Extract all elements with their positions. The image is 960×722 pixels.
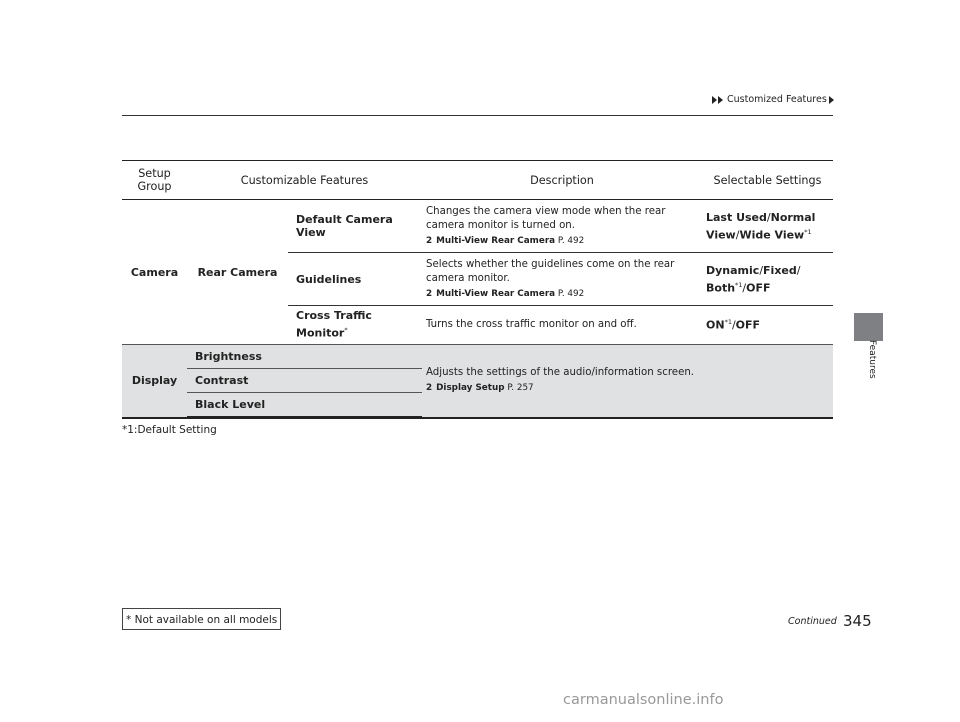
table-header-row bbox=[122, 161, 833, 200]
feature-black-level: Black Level bbox=[187, 393, 422, 417]
footnote: *1:Default Setting bbox=[122, 424, 217, 436]
availability-note: * Not available on all models bbox=[122, 608, 281, 630]
side-tab-marker bbox=[854, 313, 883, 341]
header-customizable-features: Customizable Features bbox=[187, 161, 422, 200]
cross-reference[interactable]: 2 Multi-View Rear Camera P. 492 bbox=[426, 235, 585, 246]
triangle-right-icon bbox=[718, 96, 723, 104]
feature-brightness: Brightness bbox=[187, 345, 422, 369]
feature-default-camera-view: Default Camera View bbox=[296, 213, 393, 239]
breadcrumb-label: Customized Features bbox=[727, 94, 827, 105]
settings-cell: Dynamic/Fixed/ Both$^{*1}$/OFF bbox=[702, 253, 833, 306]
table-bottom-rule bbox=[122, 417, 833, 419]
description-cell: Turns the cross traffic monitor on and off. bbox=[422, 306, 702, 345]
continued-label: Continued bbox=[788, 616, 837, 627]
header-description: Description bbox=[422, 161, 702, 200]
table-row bbox=[122, 200, 833, 253]
group-display: Display bbox=[122, 345, 187, 417]
settings-cell bbox=[702, 345, 833, 417]
reference-arrow-icon: 2 bbox=[426, 383, 433, 394]
watermark: carmanualsonline.info bbox=[563, 692, 724, 708]
settings-cell: ON$^{*1}$/OFF bbox=[702, 306, 833, 345]
group-camera: Camera bbox=[130, 265, 179, 279]
side-tab-label: Features bbox=[867, 340, 877, 379]
subgroup-rear-camera: Rear Camera bbox=[197, 265, 278, 279]
breadcrumb bbox=[712, 94, 832, 105]
table-row bbox=[122, 345, 833, 369]
description-cell: Adjusts the settings of the audio/information screen. 2 Display Setup P. 257 bbox=[422, 345, 702, 417]
triangle-right-icon bbox=[712, 96, 717, 104]
feature-cross-traffic-monitor: Cross Traffic Monitor* bbox=[288, 306, 422, 345]
reference-arrow-icon: 2 bbox=[426, 288, 433, 299]
triangle-right-icon bbox=[829, 96, 834, 104]
description-cell: Changes the camera view mode when the rear camera monitor is turned on. 2 Multi-View Rear Camera P. 492 bbox=[422, 200, 702, 253]
page-number: 345 bbox=[843, 612, 872, 630]
header-rule bbox=[122, 115, 833, 116]
header-selectable-settings: Selectable Settings bbox=[702, 161, 833, 200]
feature-contrast: Contrast bbox=[187, 369, 422, 393]
feature-guidelines: Guidelines bbox=[288, 253, 422, 306]
reference-arrow-icon: 2 bbox=[426, 235, 433, 246]
description-cell: Selects whether the guidelines come on the rear camera monitor. 2 Multi-View Rear Camera P. 492 bbox=[422, 253, 702, 306]
cross-reference[interactable]: 2 Multi-View Rear Camera P. 492 bbox=[426, 288, 585, 299]
settings-table bbox=[122, 160, 833, 417]
settings-cell: Last Used/Normal View/Wide View$^{*1}$ bbox=[706, 210, 816, 242]
cross-reference[interactable]: 2 Display Setup P. 257 bbox=[426, 383, 534, 394]
header-setup-group: Setup Group bbox=[122, 161, 187, 200]
